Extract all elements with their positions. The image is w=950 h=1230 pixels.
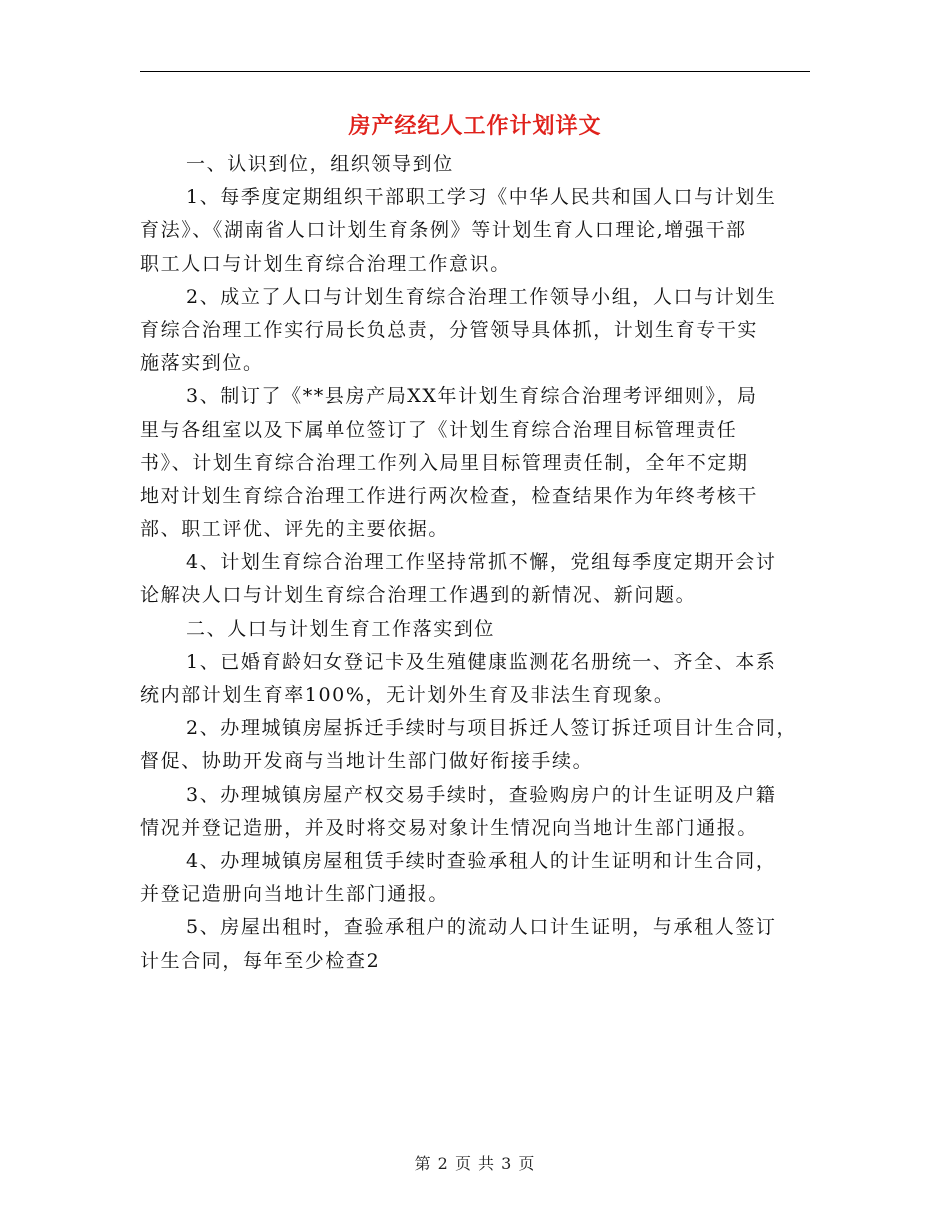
- text-line: 部、职工评优、评先的主要依据。: [140, 518, 450, 541]
- page-number-footer: 第 2 页 共 3 页: [414, 1154, 536, 1173]
- text-line: 2、办理城镇房屋拆迁手续时与项目拆迁人签订拆迁项目计生合同，: [186, 717, 798, 740]
- text-line: 3、制订了《**县房产局XX年计划生育综合治理考评细则》，局: [186, 385, 758, 408]
- text-line: 督促、协助开发商与当地计生部门做好衔接手续。: [140, 750, 594, 773]
- document-body: [140, 148, 812, 978]
- header-rule: [140, 71, 810, 72]
- text-line: 职工人口与计划生育综合治理工作意识。: [140, 252, 511, 275]
- text-line: 并登记造册向当地计生部门通报。: [140, 883, 450, 906]
- text-line: 地对计划生育综合治理工作进行两次检查，检查结果作为年终考核干: [140, 484, 759, 507]
- text-line: 育综合治理工作实行局长负总责，分管领导具体抓，计划生育专干实: [140, 318, 759, 341]
- text-line: 5、房屋出租时，查验承租户的流动人口计生证明，与承租人签订: [186, 916, 777, 939]
- document-title: 房产经纪人工作计划详文: [348, 113, 602, 139]
- text-line: 施落实到位。: [140, 352, 264, 375]
- text-line: 1、已婚育龄妇女登记卡及生殖健康监测花名册统一、齐全、本系: [186, 650, 777, 673]
- text-line: 2、成立了人口与计划生育综合治理工作领导小组，人口与计划生: [186, 285, 777, 308]
- text-line: 书》、计划生育综合治理工作列入局里目标管理责任制，全年不定期: [140, 451, 749, 474]
- text-line: 1、每季度定期组织干部职工学习《中华人民共和国人口与计划生: [186, 186, 777, 209]
- text-line: 4、计划生育综合治理工作坚持常抓不懈，党组每季度定期开会讨: [186, 551, 777, 574]
- text-line: 情况并登记造册，并及时将交易对象计生情况向当地计生部门通报。: [140, 816, 759, 839]
- text-line: 4、办理城镇房屋租赁手续时查验承租人的计生证明和计生合同，: [186, 849, 777, 872]
- text-line: 计生合同，每年至少检查2: [140, 949, 381, 972]
- text-line: 一、认识到位，组织领导到位: [186, 153, 454, 175]
- text-line: 里与各组室以及下属单位签订了《计划生育综合治理目标管理责任: [140, 418, 738, 441]
- text-line: 论解决人口与计划生育综合治理工作遇到的新情况、新问题。: [140, 584, 697, 607]
- text-line: 3、办理城镇房屋产权交易手续时，查验购房户的计生证明及户籍: [186, 783, 777, 806]
- text-line: 育法》、《湖南省人口计划生育条例》等计划生育人口理论,增强干部: [140, 219, 747, 242]
- text-line: 二、人口与计划生育工作落实到位: [186, 617, 496, 640]
- text-line: 统内部计划生育率100%，无计划外生育及非法生育现象。: [140, 684, 675, 706]
